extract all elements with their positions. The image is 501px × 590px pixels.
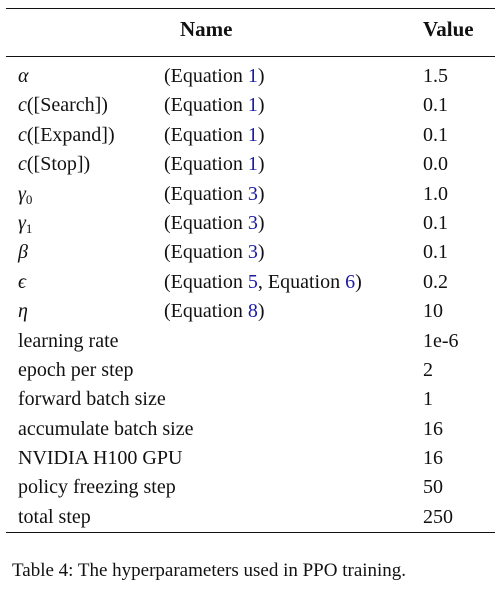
param-value: 1.5 [423,65,448,87]
table-top-rule [6,8,495,9]
note-text: ) [257,211,265,234]
param-argument: ([Stop]) [26,153,91,176]
param-value: 0.2 [423,270,448,293]
param-subscript: 1 [25,220,33,236]
note-text: (Equation [164,182,248,205]
param-value: 1e-6 [423,329,459,352]
param-subscript: 0 [25,191,33,207]
table-row [6,91,495,120]
param-value: 0.1 [423,123,448,146]
note-text: , Equation [257,270,346,293]
equation-link[interactable]: 8 [247,300,258,323]
table-row [6,503,495,532]
note-text: ) [257,300,265,323]
equation-note [164,91,265,120]
table-row [6,238,495,267]
note-text: (Equation [164,241,248,264]
param-value: 250 [423,505,453,528]
table-row [6,121,495,150]
equation-link[interactable]: 5 [247,270,258,293]
equation-link[interactable]: 1 [247,123,258,146]
param-policy-freezing-step: policy freezing step [18,476,176,499]
param-value: 0.0 [423,153,448,176]
param-value: 2 [423,358,433,381]
param-value: 0.1 [423,94,448,117]
param-argument: ([Expand]) [26,123,115,146]
param-value: 0.1 [423,241,448,264]
equation-note [164,180,265,209]
note-text: (Equation [164,153,248,176]
header-value: Value [423,17,474,41]
table-header-rule [6,56,495,57]
table-row [6,415,495,444]
param-forward-batch-size: forward batch size [18,388,166,411]
equation-note [164,297,265,326]
note-text: ) [257,65,265,87]
table-row [6,180,495,209]
param-value: 16 [423,447,443,470]
table-row [6,473,495,502]
param-symbol: c [18,94,27,117]
equation-note [164,209,265,238]
note-text: ) [355,270,362,293]
equation-link[interactable]: 1 [247,153,258,176]
equation-link[interactable]: 1 [247,65,258,87]
param-c-expand [18,121,115,150]
equation-note [164,268,362,297]
table-bottom-rule [6,532,495,533]
param-value: 16 [423,417,443,440]
note-text: ) [257,153,265,176]
param-value: 50 [423,476,443,499]
param-alpha: α [18,65,29,87]
param-symbol: c [18,123,27,146]
table-row [6,327,495,356]
param-beta: β [18,241,28,264]
table-row [6,268,495,297]
note-text: ) [257,94,265,117]
equation-note [164,62,265,91]
param-total-step: total step [18,505,91,528]
param-epoch-per-step: epoch per step [18,358,134,381]
equation-link[interactable]: 1 [247,94,258,117]
note-text: (Equation [164,94,248,117]
table-row [6,62,495,91]
note-text: (Equation [164,300,248,323]
table-row [6,356,495,385]
table-caption: Table 4: The hyperparameters used in PPO training. [12,560,407,581]
header-name: Name [180,17,233,41]
equation-link[interactable]: 3 [247,182,258,205]
param-epsilon: ϵ [18,270,27,293]
table-body [6,62,495,532]
param-c-stop [18,150,90,179]
note-text: ) [257,241,265,264]
note-text: (Equation [164,65,248,87]
equation-link[interactable]: 6 [345,270,356,293]
note-text: ) [257,123,265,146]
param-accumulate-batch-size: accumulate batch size [18,417,194,440]
equation-note [164,150,265,179]
param-argument: ([Search]) [26,94,108,117]
note-text: (Equation [164,270,248,293]
param-value: 1.0 [423,182,448,205]
param-value: 10 [423,300,443,323]
param-value: 0.1 [423,211,448,234]
table-row [6,297,495,326]
equation-link[interactable]: 3 [247,241,258,264]
equation-note [164,121,265,150]
param-gamma-1: $\gamma_1$ [18,211,33,236]
param-c-search [18,91,108,120]
param-eta: η [18,300,28,323]
note-text: (Equation [164,123,248,146]
equation-link[interactable]: 3 [247,211,258,234]
table-row [6,385,495,414]
note-text: ) [257,182,265,205]
table-row [6,150,495,179]
param-value: 1 [423,388,433,411]
param-symbol: c [18,153,27,176]
param-learning-rate: learning rate [18,329,119,352]
note-text: (Equation [164,211,248,234]
equation-note [164,238,265,267]
table-row [6,444,495,473]
table-row [6,209,495,238]
param-gpu: NVIDIA H100 GPU [18,447,183,470]
param-gamma-0: $\gamma_0$ [18,182,33,207]
